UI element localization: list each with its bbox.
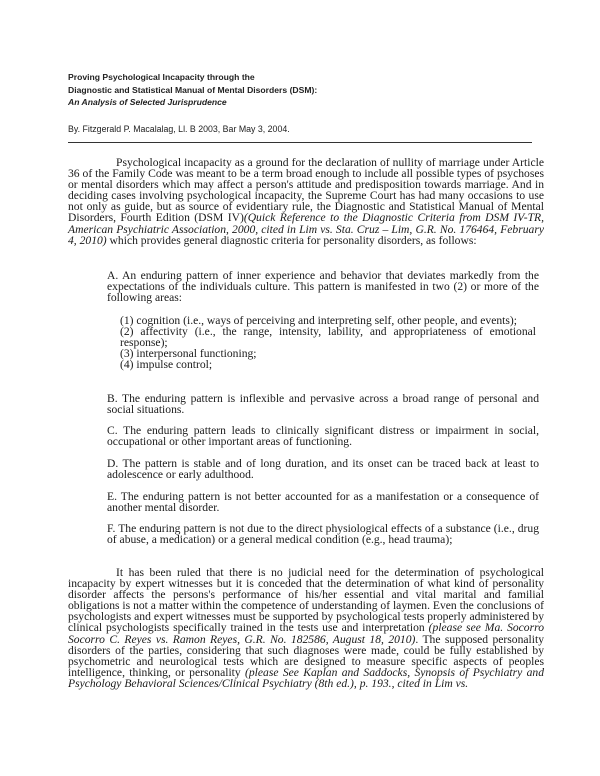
list-item: (3) interpersonal functioning; [120, 347, 257, 361]
criterion-b-text: B. The enduring pattern is inflexible and pervasive across a broad range of personal and social situations. [107, 392, 539, 417]
intro-citation: (Quick Reference to the Diagnostic Criteria from DSM IV-TR, American Psychiatric Association, 2000, cited in Lim vs. Sta. Cruz – Lim, G.R. No. 176464, February 4, 2010) [68, 211, 544, 247]
criterion-a [107, 270, 539, 303]
criterion-c-text: C. The enduring pattern leads to clinically significant distress or impairment in social, occupational or other important areas of functioning. [107, 424, 539, 449]
header-divider [68, 142, 532, 143]
list-item: (2) affectivity (i.e., the range, intensity, lability, and appropriateness of emotional response); [120, 325, 536, 350]
title-line-1: Proving Psychological Incapacity through the [68, 72, 255, 82]
title-line-2: Diagnostic and Statistical Manual of Mental Disorders (DSM): [68, 84, 318, 95]
criterion-b [107, 393, 539, 415]
criterion-f-text: F. The enduring pattern is not due to the direct physiological effects of a substance (i.e., drug of abuse, a medication) or a general medical condition (e.g., head trauma); [107, 522, 539, 547]
document-header [68, 71, 317, 109]
ruling-citation-2: (please See Kaplan and Saddocks, Synopsis of Psychiatry and Psychology Behavioral Sciences/Clinical Psychiatry (8th ed.), p. 193., cited in Lim vs. [68, 665, 544, 690]
criterion-a-text: A. An enduring pattern of inner experience and behavior that deviates markedly from the expectations of the individuals culture. This pattern is manifested in two (2) or more of the following areas: [107, 269, 539, 305]
intro-paragraph [68, 157, 544, 246]
byline: By. Fitzgerald P. Macalalag, Ll. B 2003, Bar May 3, 2004. [68, 124, 290, 134]
criterion-c [107, 425, 539, 447]
ruling-text-2: . The supposed personality disorders of the parties, considering that such diagnoses were made, could be fully established by psychometric and neurological tests which are designed to measure specific aspects of peoples intelligence, thinking, or personality [68, 632, 544, 679]
intro-text: Psychological incapacity as a ground for the declaration of nullity of marriage under Article 36 of the Family Code was meant to be a term broad enough to include all possible types of psychoses or mental disorders which may affect a person's attitude and predisposition towards marriage. And in deciding cases involving psychological incapacity, the Supreme Court has had many occasions to use not only as guide, but as source of evidentiary rule, the Diagnostic and Statistical Manual of Mental Disorders, Fourth Edition (DSM IV) [68, 156, 544, 225]
criterion-e [107, 491, 539, 513]
intro-tail: which provides general diagnostic criteria for personality disorders, as follows: [106, 233, 477, 247]
ruling-text-1: It has been ruled that there is no judicial need for the determination of psychological incapacity by expert witnesses but it is conceded that the determination of what kind of personality disorder affects the persons's performance of his/her essential and vital marital and familial obligations is not a matter within the competence of understanding of laymen. Even the conclusions of psychologists and expert witnesses must be supported by psychological tests properly administered by clinical psychologists specifically trained in the tests use and interpretation [68, 566, 544, 635]
criterion-e-text: E. The enduring pattern is not better accounted for as a manifestation or a consequence of another mental disorder. [107, 490, 539, 515]
list-item: (1) cognition (i.e., ways of perceiving and interpreting self, other people, and events); [120, 314, 517, 327]
criterion-d [107, 458, 539, 480]
ruling-paragraph [68, 567, 544, 689]
list-item: (4) impulse control; [120, 358, 213, 372]
subtitle: An Analysis of Selected Jurisprudence [68, 97, 227, 107]
criterion-f [107, 523, 539, 545]
criterion-d-text: D. The pattern is stable and of long duration, and its onset can be traced back at least to adolescence or early adulthood. [107, 457, 539, 482]
criterion-a-list [120, 315, 536, 370]
ruling-citation-1: (please see Ma. Socorro Socorro C. Reyes vs. Ramon Reyes, G.R. No. 182586, August 18, 2010) [68, 621, 544, 646]
